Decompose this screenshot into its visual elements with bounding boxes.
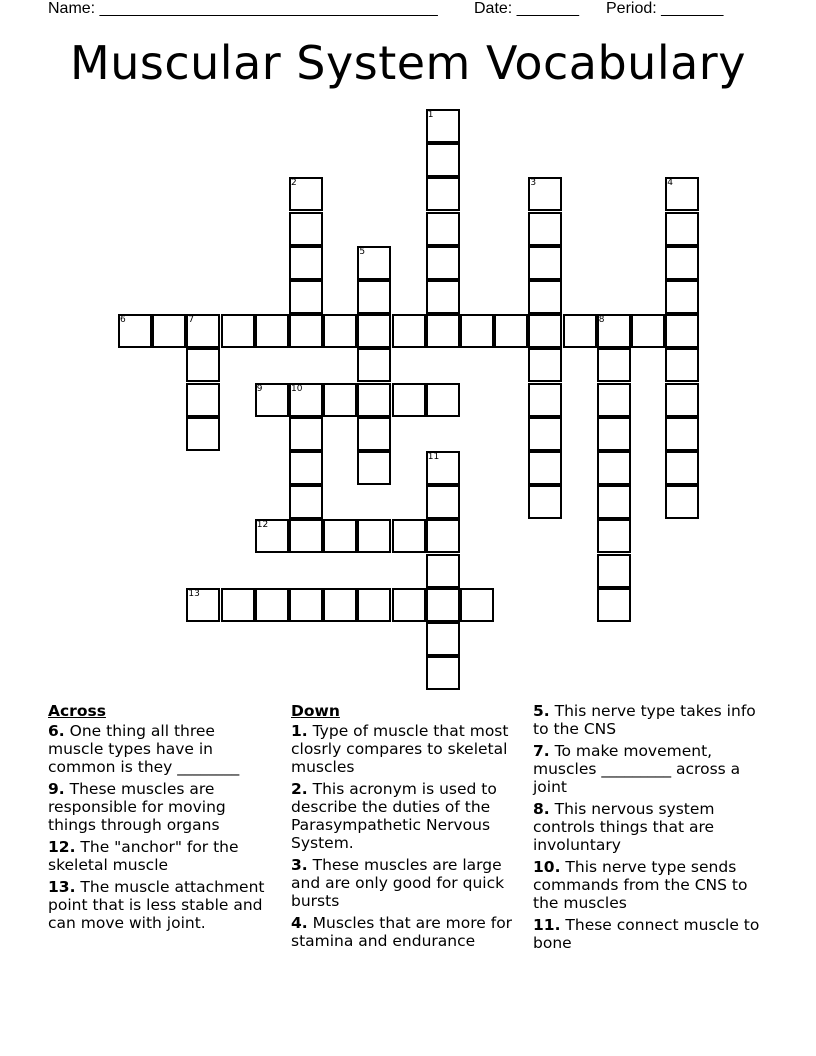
crossword-cell[interactable] [426, 519, 460, 553]
crossword-cell[interactable] [221, 314, 255, 348]
crossword-cell[interactable] [357, 519, 391, 553]
crossword-cell[interactable] [597, 554, 631, 588]
period-field-label: Period: _______ [606, 0, 724, 17]
crossword-cell[interactable] [357, 417, 391, 451]
crossword-cell[interactable] [665, 383, 699, 417]
clue-text: To make movement, muscles _________ across a joint [533, 742, 741, 796]
crossword-cell[interactable] [460, 588, 494, 622]
clue-number-label: 1 [427, 110, 434, 120]
clue-text: Type of muscle that most closrly compares to skeletal muscles [291, 722, 509, 776]
crossword-cell[interactable] [426, 280, 460, 314]
crossword-cell[interactable] [528, 280, 562, 314]
crossword-cell[interactable] [323, 588, 357, 622]
crossword-cell[interactable] [665, 485, 699, 519]
crossword-cell[interactable] [289, 212, 323, 246]
page-title: Muscular System Vocabulary [70, 36, 746, 90]
clue-number: 6. [48, 722, 65, 740]
clue-text: This nerve type takes info to the CNS [533, 702, 756, 738]
clue-text: The "anchor" for the skeletal muscle [48, 838, 239, 874]
crossword-cell[interactable] [323, 383, 357, 417]
clues-column-1 [48, 702, 273, 936]
crossword-cell[interactable] [255, 314, 289, 348]
crossword-cell[interactable] [426, 383, 460, 417]
clue-number: 7. [533, 742, 550, 760]
clue-number: 8. [533, 800, 550, 818]
crossword-cell[interactable] [426, 656, 460, 690]
clue-across-12 [48, 838, 273, 874]
crossword-cell[interactable] [426, 554, 460, 588]
clue-down-5 [533, 702, 768, 738]
crossword-cell[interactable] [186, 348, 220, 382]
crossword-cell[interactable] [289, 588, 323, 622]
crossword-cell[interactable] [528, 451, 562, 485]
crossword-cell[interactable] [597, 383, 631, 417]
crossword-cell[interactable] [426, 588, 460, 622]
clue-number-label: 8 [598, 315, 605, 326]
clue-number: 9. [48, 780, 65, 798]
crossword-cell[interactable] [665, 280, 699, 314]
clue-across-13 [48, 878, 273, 932]
clue-text: This nervous system controls things that are involuntary [533, 800, 715, 854]
date-field-label: Date: _______ [474, 0, 579, 17]
crossword-cell[interactable] [597, 417, 631, 451]
clue-text: These muscles are responsible for moving things through organs [48, 780, 226, 834]
crossword-cell[interactable] [597, 588, 631, 622]
crossword-cell[interactable] [528, 417, 562, 451]
clue-number: 3. [291, 856, 308, 874]
clue-number: 5. [533, 702, 550, 720]
crossword-cell[interactable] [186, 417, 220, 451]
clue-across-9 [48, 780, 273, 834]
clue-down-4 [291, 914, 521, 950]
crossword-cell[interactable] [392, 519, 426, 553]
clue-number: 13. [48, 878, 76, 896]
crossword-cell[interactable] [152, 314, 186, 348]
clue-down-7 [533, 742, 768, 796]
crossword-cell[interactable] [563, 314, 597, 348]
clue-number-label: 12 [256, 520, 269, 531]
crossword-cell[interactable] [221, 588, 255, 622]
clue-text: Muscles that are more for stamina and endurance [291, 914, 513, 950]
clue-number: 11. [533, 916, 561, 934]
clue-number-label: 7 [188, 315, 195, 326]
clue-down-2 [291, 780, 521, 852]
crossword-cell[interactable] [426, 177, 460, 211]
down-heading: Down [291, 702, 340, 720]
clue-text: This acronym is used to describe the duties of the Parasympathetic Nervous System. [291, 780, 497, 852]
clue-down-8 [533, 800, 768, 854]
clue-number: 4. [291, 914, 308, 932]
crossword-cell[interactable] [289, 280, 323, 314]
crossword-cell[interactable] [460, 314, 494, 348]
crossword-cell[interactable] [528, 485, 562, 519]
clue-text: These connect muscle to bone [533, 916, 760, 952]
crossword-cell[interactable] [631, 314, 665, 348]
clue-number-label: 5 [359, 246, 366, 257]
clue-down-10 [533, 858, 768, 912]
clue-number-label: 9 [256, 383, 263, 394]
crossword-cell[interactable] [426, 212, 460, 246]
crossword-cell[interactable] [665, 212, 699, 246]
crossword-cell[interactable] [665, 314, 699, 348]
clue-text: These muscles are large and are only good for quick bursts [291, 856, 505, 910]
crossword-cell[interactable] [426, 314, 460, 348]
clue-number: 12. [48, 838, 76, 856]
clue-number-label: 10 [291, 383, 303, 394]
crossword-cell[interactable] [289, 417, 323, 451]
crossword-cell[interactable] [528, 348, 562, 382]
crossword-cell[interactable] [357, 314, 391, 348]
crossword-cell[interactable] [289, 314, 323, 348]
clues-column-2 [291, 702, 521, 954]
crossword-cell[interactable] [528, 314, 562, 348]
crossword-cell[interactable] [357, 280, 391, 314]
clue-down-11 [533, 916, 768, 952]
name-field-label: Name: ______________________________________ [48, 0, 438, 17]
clue-number-label: 4 [667, 178, 673, 189]
crossword-cell[interactable] [597, 451, 631, 485]
crossword-cell[interactable] [357, 383, 391, 417]
crossword-cell[interactable] [528, 246, 562, 280]
crossword-cell[interactable] [426, 143, 460, 177]
crossword-cell[interactable] [392, 314, 426, 348]
clues-column-3 [533, 702, 768, 956]
crossword-cell[interactable] [323, 519, 357, 553]
crossword-cell[interactable] [392, 588, 426, 622]
crossword-cell[interactable] [597, 348, 631, 382]
crossword-cell[interactable] [426, 485, 460, 519]
crossword-cell[interactable] [186, 383, 220, 417]
clue-number-label: 2 [291, 178, 297, 189]
clue-number-label: 3 [530, 178, 537, 189]
crossword-cell[interactable] [255, 588, 289, 622]
crossword-cell[interactable] [494, 314, 528, 348]
clue-text: This nerve type sends commands from the CNS to the muscles [533, 858, 748, 912]
crossword-cell[interactable] [665, 246, 699, 280]
clue-number: 2. [291, 780, 308, 798]
crossword-cell[interactable] [289, 246, 323, 280]
crossword-cell[interactable] [528, 383, 562, 417]
crossword-cell[interactable] [426, 622, 460, 656]
crossword-cell[interactable] [323, 314, 357, 348]
clue-text: The muscle attachment point that is less stable and can move with joint. [48, 878, 265, 932]
crossword-cell[interactable] [357, 348, 391, 382]
clue-number: 10. [533, 858, 561, 876]
crossword-cell[interactable] [289, 519, 323, 553]
crossword-cell[interactable] [665, 417, 699, 451]
clue-number-label: 6 [120, 315, 126, 326]
clue-number-label: 13 [188, 588, 200, 599]
clue-down-1 [291, 722, 521, 776]
crossword-cell[interactable] [392, 383, 426, 417]
crossword-cell[interactable] [357, 588, 391, 622]
crossword-cell[interactable] [289, 451, 323, 485]
crossword-cell[interactable] [665, 451, 699, 485]
clue-text: One thing all three muscle types have in common is they ________ [48, 722, 240, 776]
clue-number: 1. [291, 722, 308, 740]
crossword-cell[interactable] [426, 246, 460, 280]
crossword-cell[interactable] [665, 348, 699, 382]
across-heading: Across [48, 702, 106, 720]
clue-number-label: 11 [427, 452, 440, 462]
crossword-cell[interactable] [289, 485, 323, 519]
crossword-cell[interactable] [528, 212, 562, 246]
crossword-cell[interactable] [357, 451, 391, 485]
clue-down-3 [291, 856, 521, 910]
clue-across-6 [48, 722, 273, 776]
crossword-cell[interactable] [597, 485, 631, 519]
crossword-cell[interactable] [597, 519, 631, 553]
